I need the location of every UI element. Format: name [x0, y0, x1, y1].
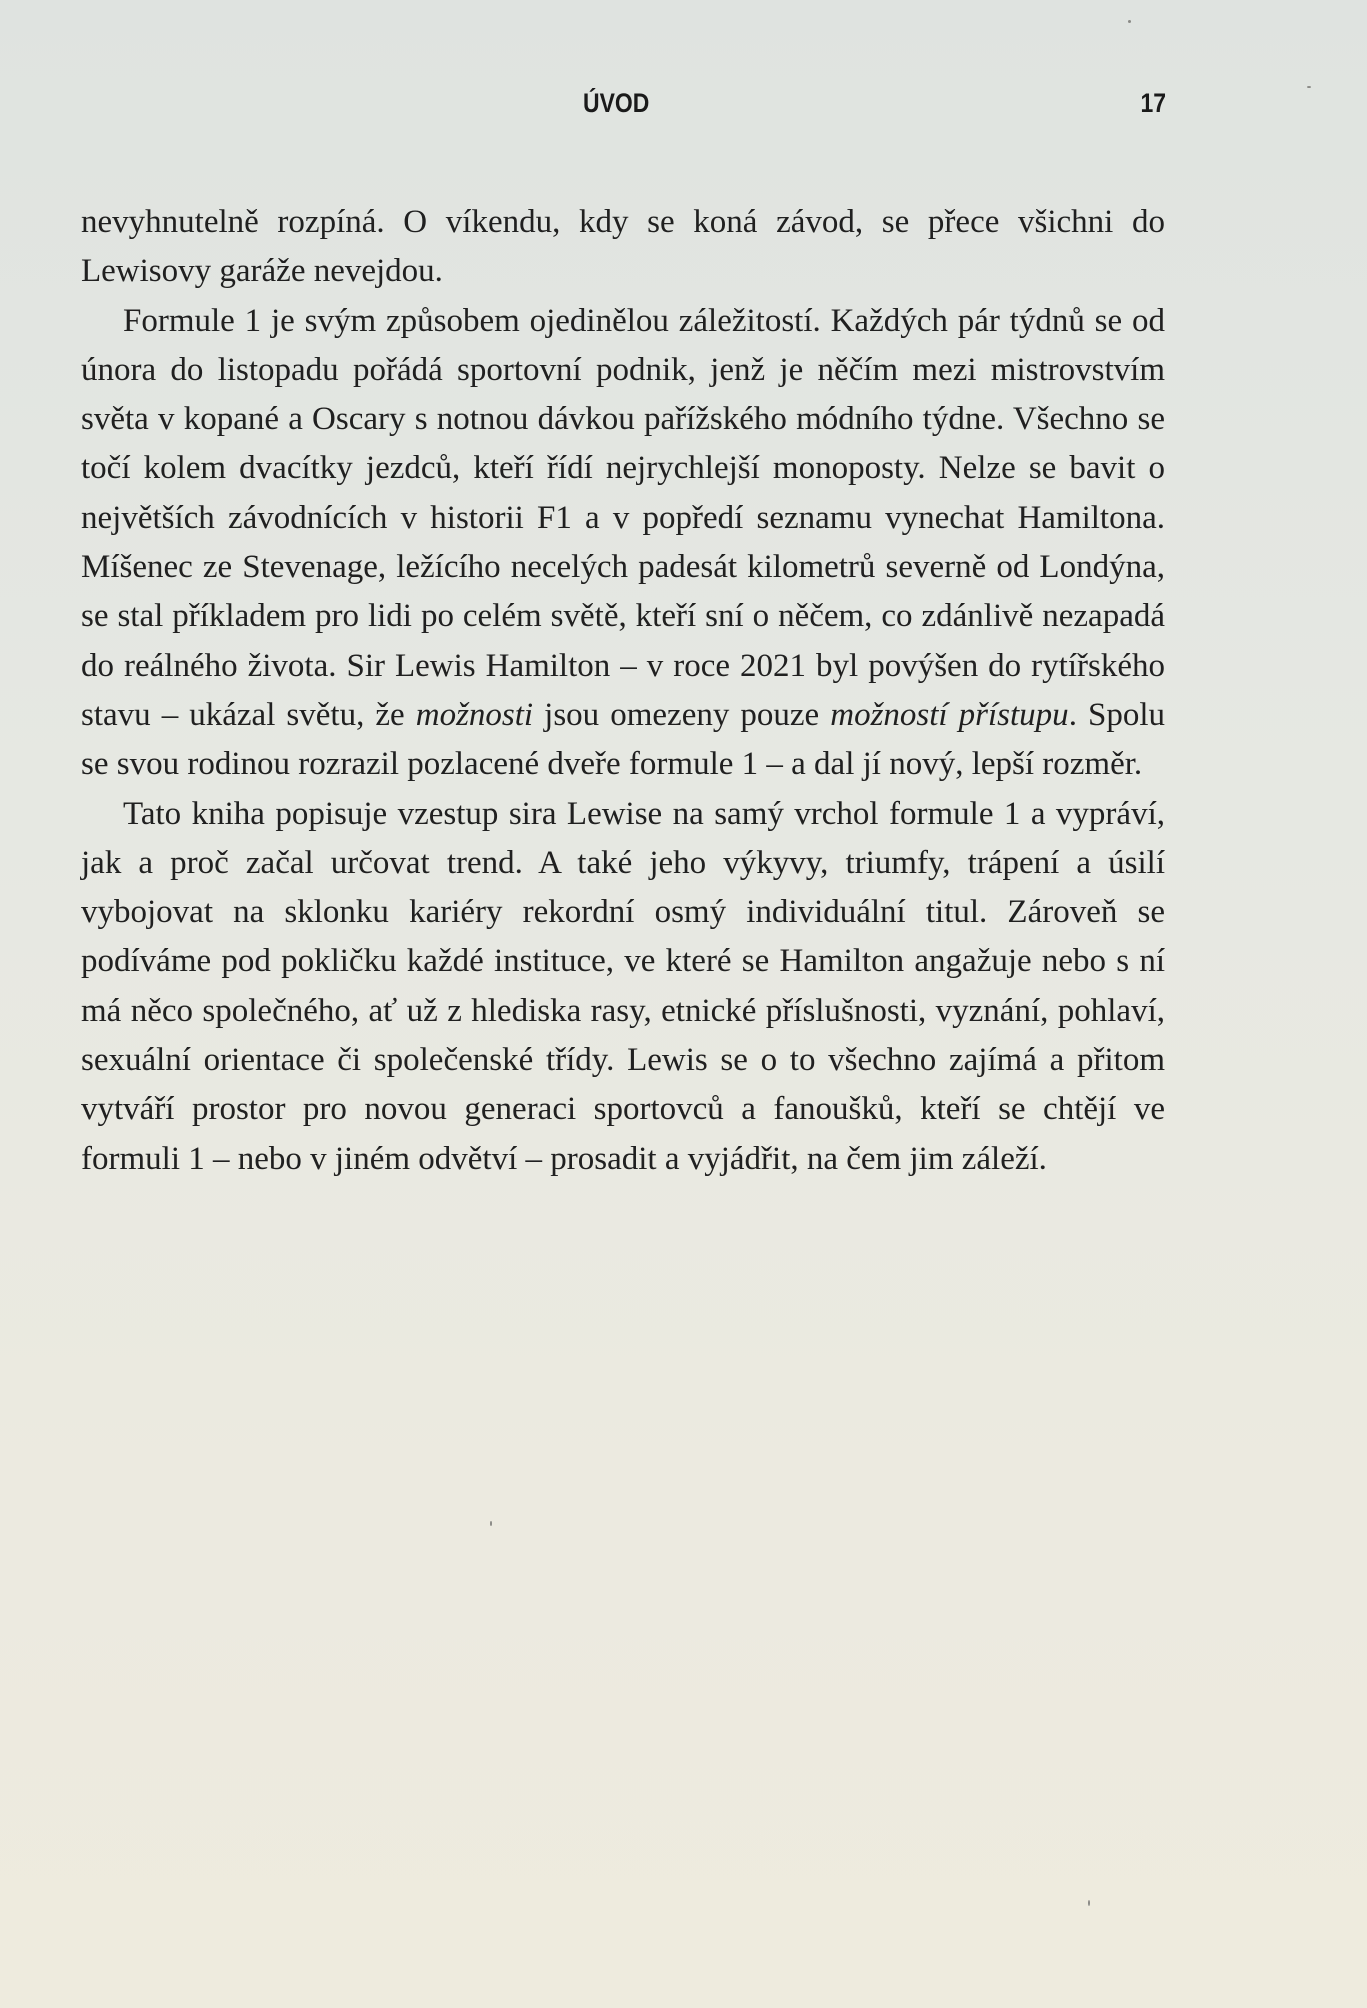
- paper-speck: [490, 1521, 492, 1526]
- body-text: [81, 198, 1165, 1184]
- paragraph-2-text-middle: jsou omezeny pouze: [533, 696, 831, 733]
- paragraph-2-italic-access: možností přístupu: [830, 696, 1069, 733]
- paragraph-2-italic-possibilities: možnosti: [415, 696, 534, 733]
- page-number: 17: [1140, 88, 1166, 118]
- running-head: [0, 88, 1367, 128]
- paper-speck: [1128, 20, 1131, 23]
- paper-speck: [1307, 86, 1311, 88]
- paragraph-2-text-after: . Spolu se svou rodinou rozrazil pozlacené dveře formule 1 – a dal jí nový, lepší rozměr.: [81, 696, 1166, 783]
- paragraph-2-text-before: Formule 1 je svým způsobem ojedinělou záležitostí. Každých pár týdnů se od února do listopadu pořádá sportovní podnik, jenž je něčím mezi mistrovstvím světa v kopané a Oscary s notnou dávkou pařížského módního týdne. Všechno se točí kolem dvacítky jezdců, kteří řídí nejrychlejší monoposty. Nelze se bavit o největších závodnících v historii F1 a v popředí seznamu vynechat Hamiltona. Míšenec ze Stevenage, ležícího necelých padesát kilometrů severně od Londýna, se stal příkladem pro lidi po celém světě, kteří sní o něčem, co zdánlivě nezapadá do reálného života. Sir Lewis Hamilton – v roce 2021 byl povýšen do rytířského stavu – ukázal světu, že: [81, 302, 1165, 733]
- paper-speck: [1088, 1900, 1090, 1906]
- paragraph-3: Tato kniha popisuje vzestup sira Lewise na samý vrchol formule 1 a vypráví, jak a proč začal určovat trend. A také jeho výkyvy, triumfy, trápení a úsilí vybojovat na sklonku kariéry rekordní osmý individuální titul. Zároveň se podíváme pod pokličku každé instituce, ve které se Hamilton angažuje nebo s ní má něco společného, ať už z hlediska rasy, etnické příslušnosti, vyznání, pohlaví, sexuální orientace či společenské třídy. Lewis se o to všechno zajímá a přitom vytváří prostor pro novou generaci sportovců a fanoušků, kteří se chtějí ve formuli 1 – nebo v jiném odvětví – prosadit a vyjádřit, na čem jim záleží.: [81, 795, 1165, 1177]
- paragraph-2: [81, 297, 1165, 790]
- paragraph-1: nevyhnutelně rozpíná. O víkendu, kdy se koná závod, se přece všichni do Lewisovy garáže nevejdou.: [81, 204, 1165, 290]
- chapter-title: ÚVOD: [583, 88, 650, 118]
